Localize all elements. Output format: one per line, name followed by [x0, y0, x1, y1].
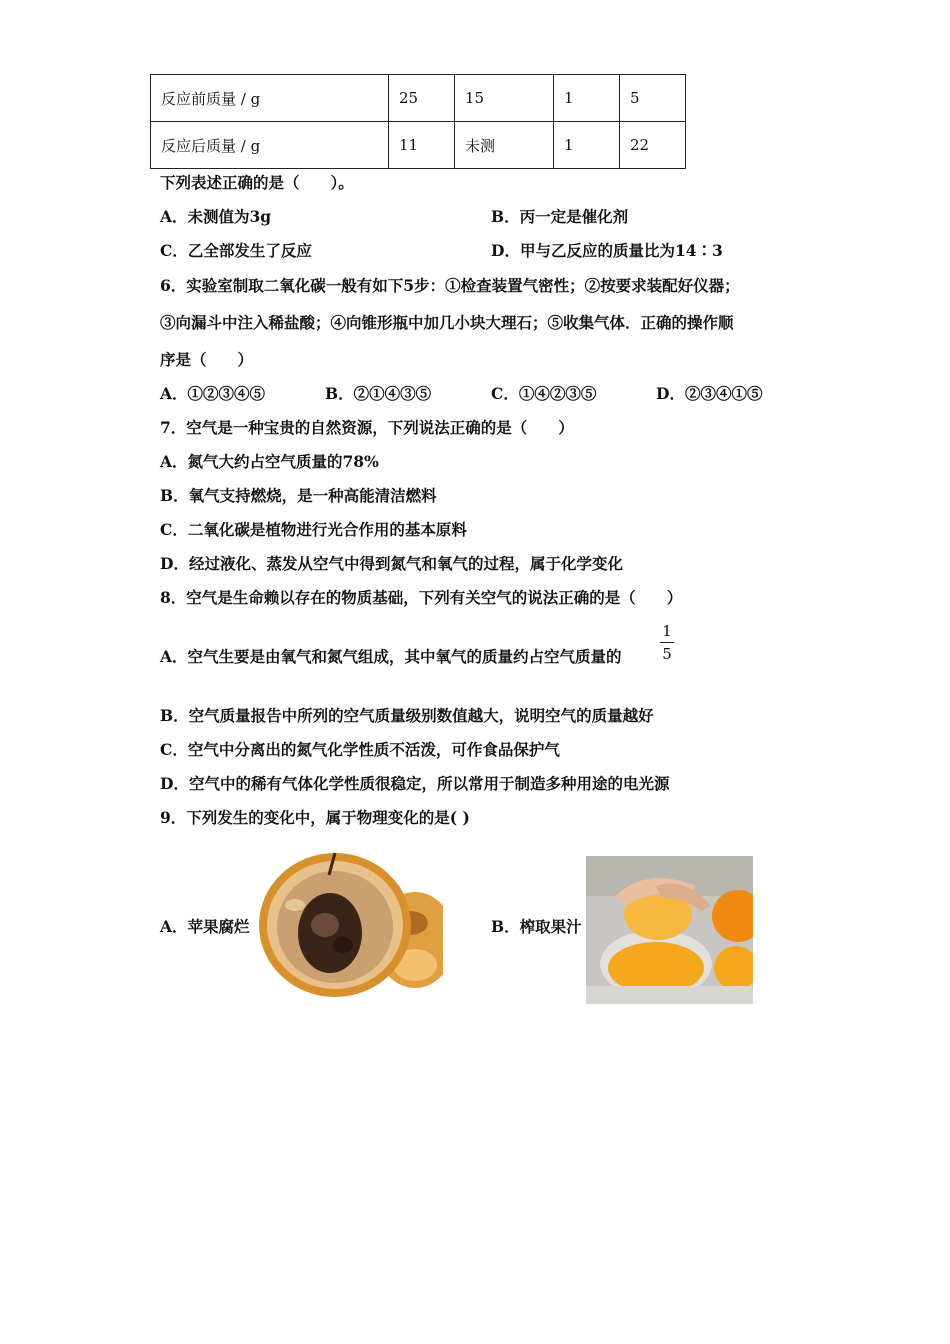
- q5-stem: 下列表述正确的是（ ）。: [160, 173, 354, 192]
- q5-option-c: C．乙全部发生了反应: [160, 241, 312, 260]
- q5-option-d: D．甲与乙反应的质量比为14∶3: [491, 241, 723, 260]
- table-cell: 1: [554, 122, 620, 169]
- q7-stem: 7．空气是一种宝贵的自然资源，下列说法正确的是（ ）: [160, 418, 574, 437]
- q5-option-a: A．未测值为3g: [160, 207, 272, 226]
- fraction-one-fifth: [660, 622, 674, 663]
- q8-option-b: B．空气质量报告中所列的空气质量级别数值越大，说明空气的质量越好: [160, 706, 654, 725]
- q8-option-a: A．空气生要是由氧气和氮气组成，其中氧气的质量约占空气质量的: [160, 647, 622, 666]
- q7-option-c: C．二氧化碳是植物进行光合作用的基本原料: [160, 520, 467, 539]
- juicer-image: [586, 856, 753, 1004]
- table-cell: 反应前质量 / g: [151, 75, 389, 122]
- q6-stem-line3: 序是（ ）: [160, 350, 254, 369]
- table-cell: 5: [620, 75, 686, 122]
- rotten-apple-image: [255, 845, 443, 1000]
- q6-stem-line1: 6．实验室制取二氧化碳一般有如下5步：①检查装置气密性；②按要求装配好仪器；: [160, 276, 740, 295]
- table-row: [151, 122, 686, 169]
- q6-option-b: B．②①④③⑤: [325, 384, 432, 403]
- table-cell: 1: [554, 75, 620, 122]
- q6-stem-line2: ③向漏斗中注入稀盐酸；④向锥形瓶中加几小块大理石；⑤收集气体．正确的操作顺: [160, 313, 734, 332]
- table-cell: 15: [455, 75, 554, 122]
- q8-option-c: C．空气中分离出的氮气化学性质不活泼，可作食品保护气: [160, 740, 560, 759]
- table-cell: 11: [389, 122, 455, 169]
- q9-stem: 9．下列发生的变化中，属于物理变化的是( ): [160, 808, 470, 827]
- q9-option-b: B．榨取果汁: [491, 917, 582, 936]
- table-cell: 反应后质量 / g: [151, 122, 389, 169]
- table-cell: 22: [620, 122, 686, 169]
- table-cell: 未测: [455, 122, 554, 169]
- q7-option-d: D．经过液化、蒸发从空气中得到氮气和氧气的过程，属于化学变化: [160, 554, 623, 573]
- fraction-denominator: 5: [662, 645, 672, 663]
- table-cell: 25: [389, 75, 455, 122]
- q8-stem: 8．空气是生命赖以存在的物质基础，下列有关空气的说法正确的是（ ）: [160, 588, 683, 607]
- fraction-numerator: 1: [662, 622, 672, 640]
- q7-option-b: B．氧气支持燃烧，是一种高能清洁燃料: [160, 486, 437, 505]
- q9-option-a: A．苹果腐烂: [160, 917, 250, 936]
- q5-option-b: B．丙一定是催化剂: [491, 207, 629, 226]
- q7-option-a: A．氮气大约占空气质量的78%: [160, 452, 379, 471]
- q6-option-c: C．①④②③⑤: [491, 384, 597, 403]
- q8-option-d: D．空气中的稀有气体化学性质很稳定，所以常用于制造多种用途的电光源: [160, 774, 670, 793]
- table-row: [151, 75, 686, 122]
- mass-table: [150, 74, 686, 169]
- q6-option-d: D．②③④①⑤: [656, 384, 763, 403]
- q6-option-a: A．①②③④⑤: [160, 384, 266, 403]
